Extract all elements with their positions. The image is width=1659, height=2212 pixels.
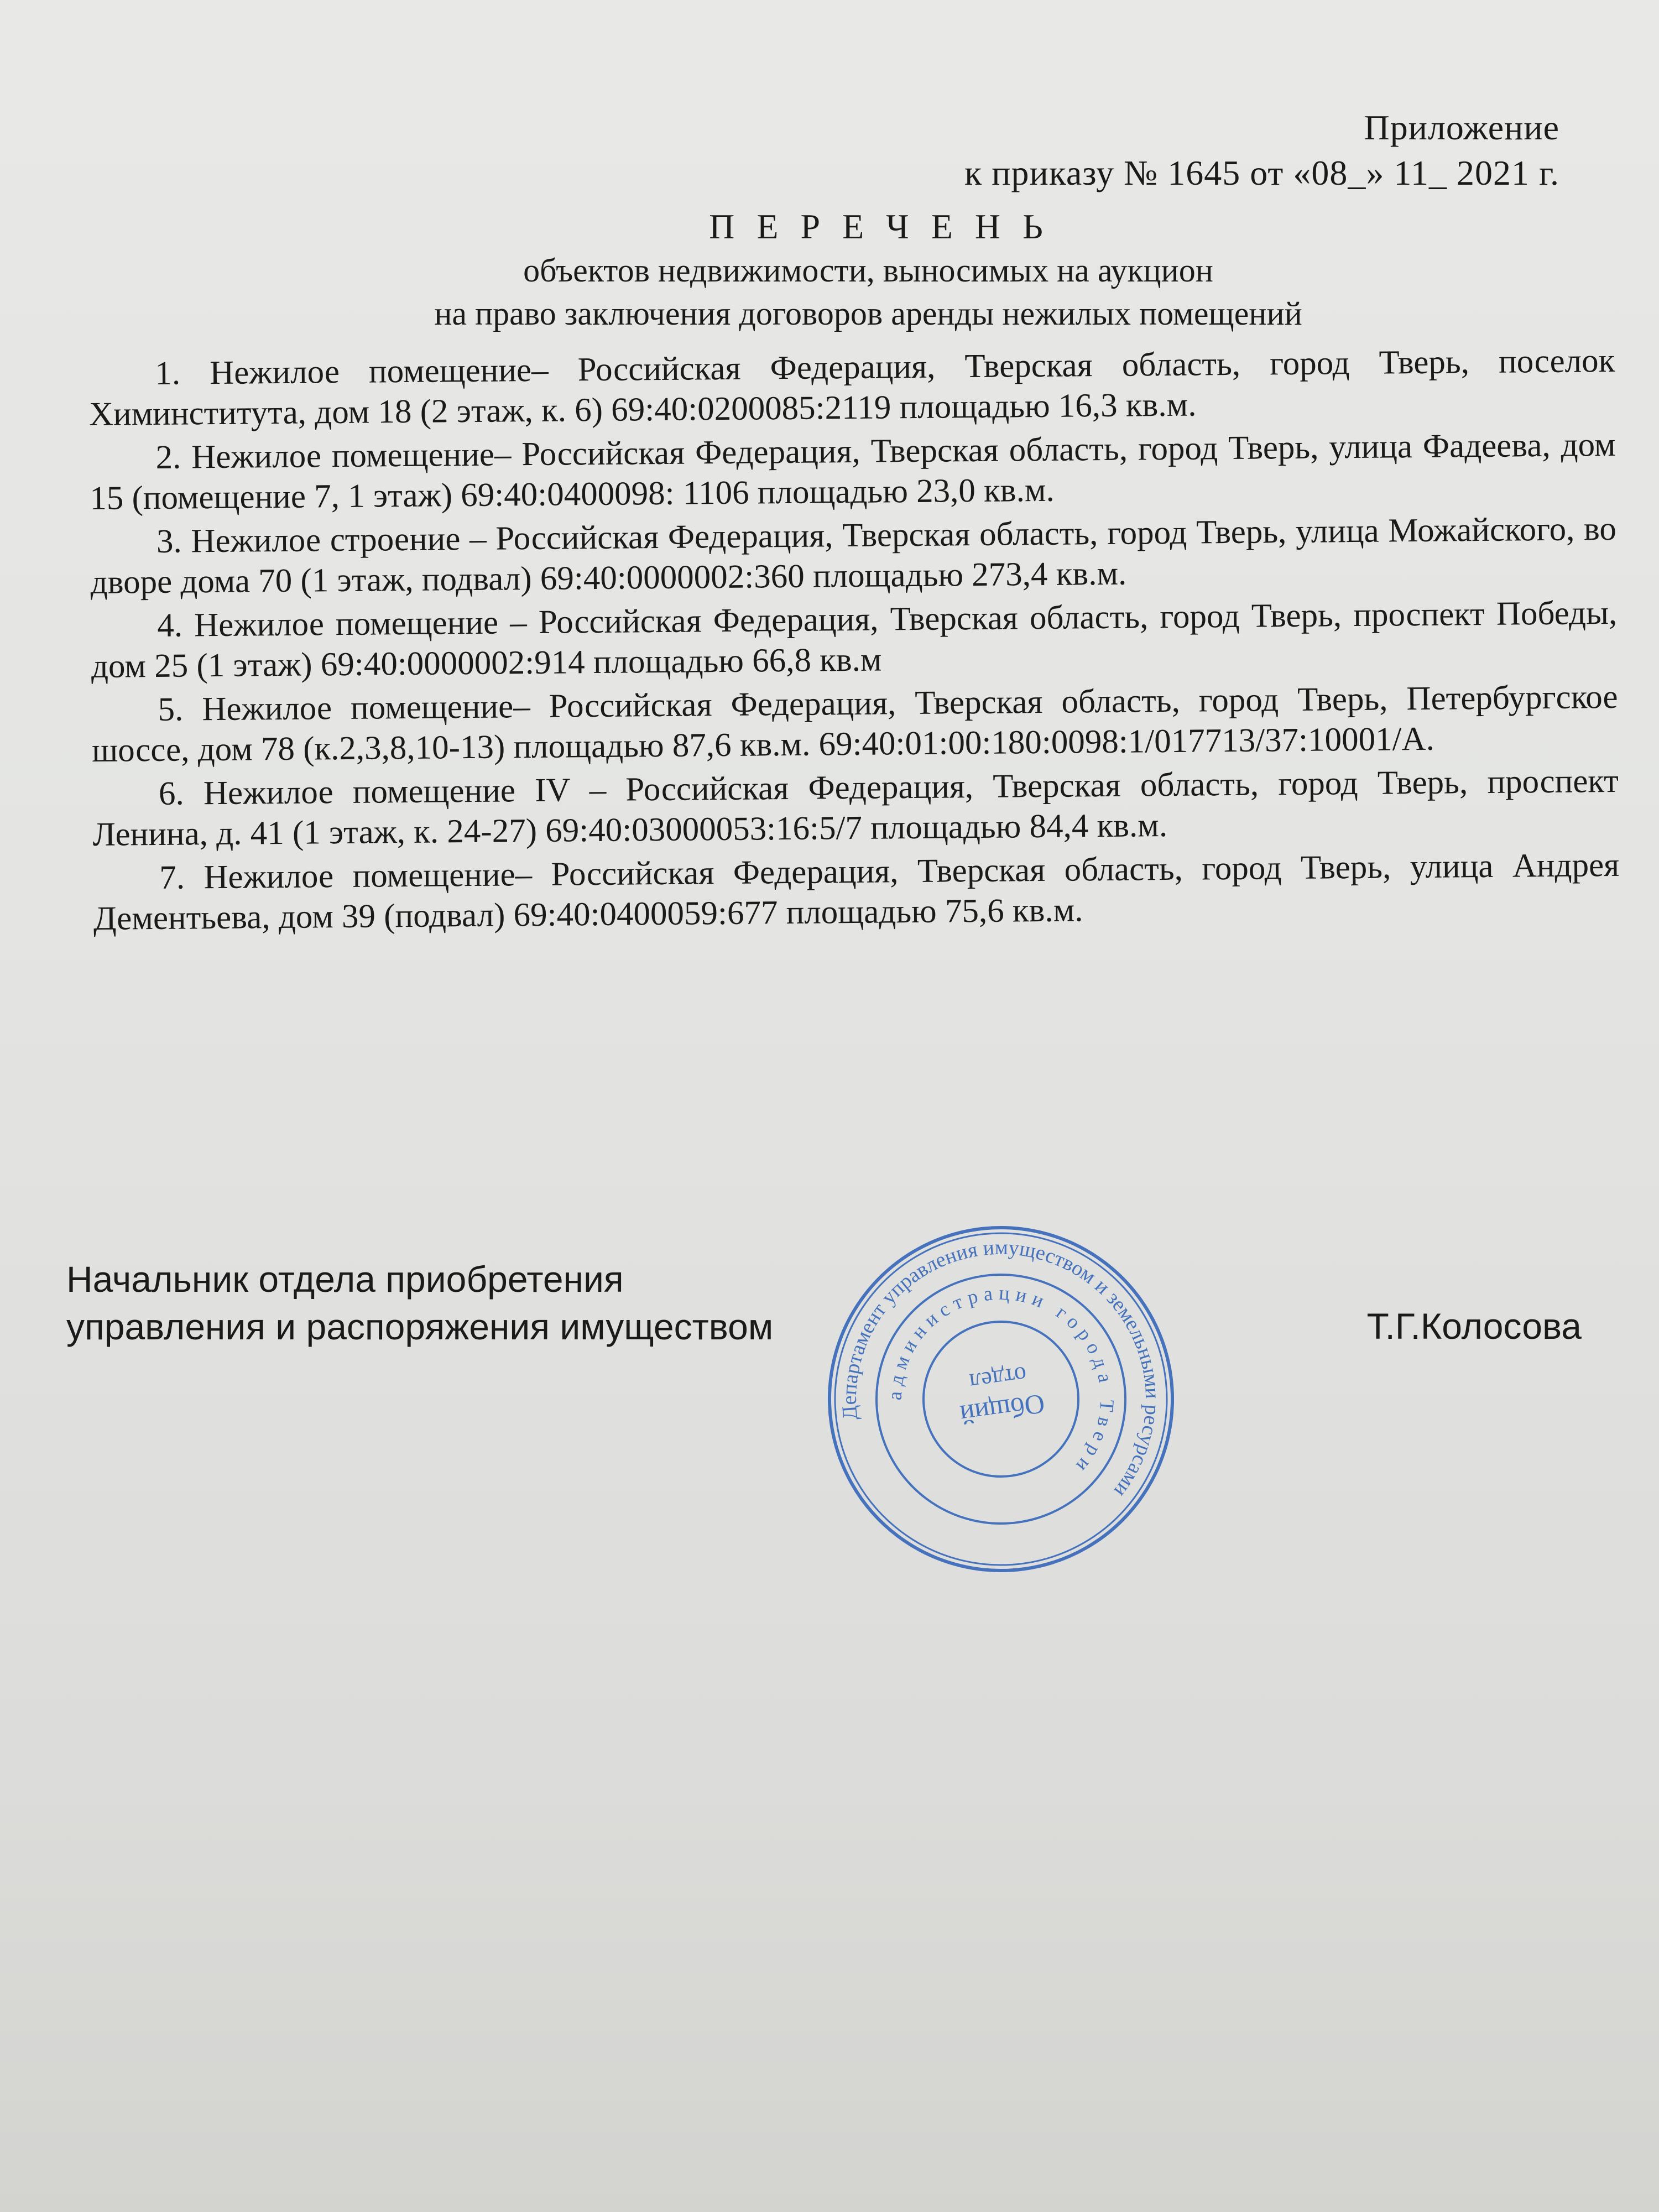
order-reference: к приказу № 1645 от «08_» 11_ 2021 г.	[964, 153, 1559, 192]
signatory-name: Т.Г.Колосова	[1366, 1306, 1582, 1347]
document-title	[0, 205, 1659, 335]
signatory-position	[66, 1255, 773, 1350]
title-main: П Е Р Е Ч Е Н Ь	[709, 207, 1050, 246]
list-item: 5. Нежилое помещение– Российская Федерация, Тверская область, город Тверь, Петербургское шоссе, дом 78 (к.2,3,8,10-13) площадью 87,6 кв.м. 69:40:01:00:180:0098:1/017713/37:10001/А.	[91, 678, 1618, 769]
list-item: 2. Нежилое помещение– Российская Федерация, Тверская область, город Тверь, улица Фадеева, дом 15 (помещение 7, 1 этаж) 69:40:0400098: 1106 площадью 23,0 кв.м.	[89, 426, 1616, 517]
list-item: 7. Нежилое помещение– Российская Федерация, Тверская область, город Тверь, улица Андрея Дементьева, дом 39 (подвал) 69:40:0400059:677 площадью 75,6 кв.м.	[93, 846, 1620, 937]
stamp-outer-text: Департамент управления имуществом и земельными ресурсами	[837, 1235, 1165, 1502]
stamp-center-line-2: отдел	[967, 1361, 1029, 1396]
list-item: 6. Нежилое помещение IV – Российская Федерация, Тверская область, город Тверь, проспект Ленина, д. 41 (1 этаж, к. 24-27) 69:40:03000053:16:5/7 площадью 84,4 кв.м.	[92, 762, 1619, 853]
official-stamp-icon	[824, 1222, 1178, 1576]
property-list	[88, 341, 1620, 942]
appendix-header	[964, 105, 1559, 196]
title-subtitle-1: объектов недвижимости, выносимых на аукцион	[523, 252, 1213, 289]
appendix-label: Приложение	[1364, 108, 1559, 147]
list-item: 4. Нежилое помещение – Российская Федерация, Тверская область, город Тверь, проспект Победы, дом 25 (1 этаж) 69:40:0000002:914 площадью 66,8 кв.м	[91, 594, 1618, 685]
position-line-2: управления и распоряжения имуществом	[66, 1306, 774, 1347]
list-item: 1. Нежилое помещение– Российская Федерация, Тверская область, город Тверь, поселок Химинститута, дом 18 (2 этаж, к. 6) 69:40:0200085:2119 площадью 16,3 кв.м.	[88, 342, 1615, 433]
title-subtitle-2: на право заключения договоров аренды нежилых помещений	[434, 295, 1302, 332]
stamp-center-line-1: Общий	[958, 1388, 1047, 1431]
position-line-1: Начальник отдела приобретения	[66, 1259, 624, 1300]
list-item: 3. Нежилое строение – Российская Федерация, Тверская область, город Тверь, улица Можайского, во дворе дома 70 (1 этаж, подвал) 69:40:0000002:360 площадью 273,4 кв.м.	[90, 510, 1617, 601]
stamp-middle-text: администрации города Твери	[883, 1281, 1119, 1481]
